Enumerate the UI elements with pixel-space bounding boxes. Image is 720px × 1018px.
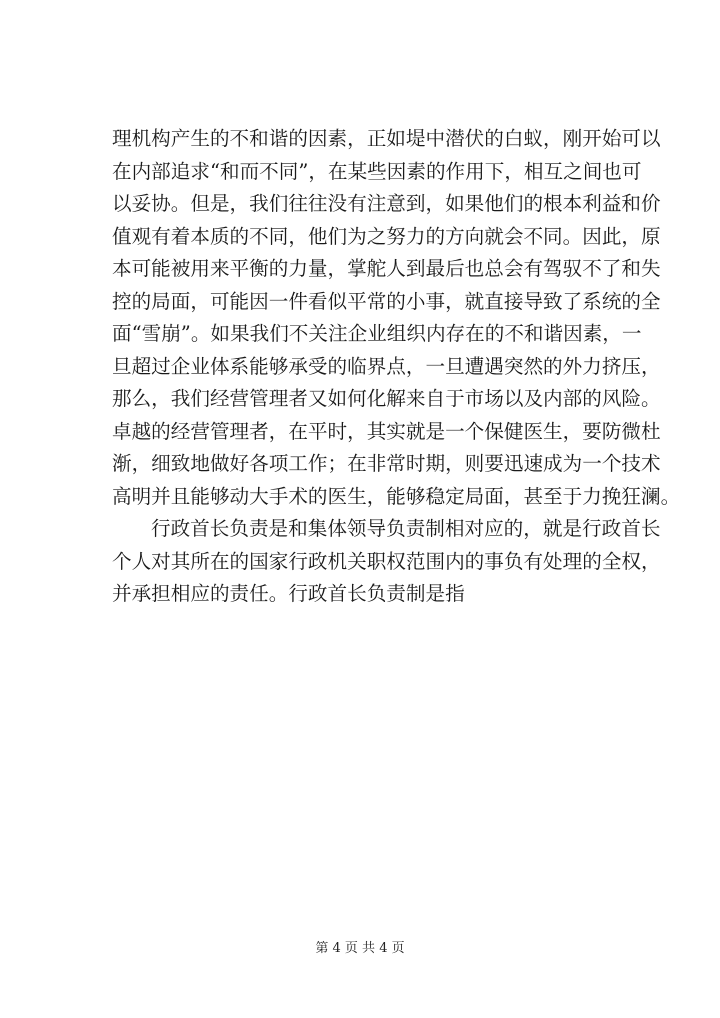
text-line: 值观有着本质的不同，他们为之努力的方向就会不同。因此，原 (112, 224, 661, 248)
paragraph-2 (112, 513, 661, 611)
body-text (112, 123, 681, 611)
text-line: 面“雪崩”。如果我们不关注企业组织内存在的不和谐因素，一 (112, 322, 642, 345)
text-line: 高明并且能够动大手术的医生，能够稳定局面，甚至于力挽狂澜。 (112, 484, 681, 508)
text-line: 行政首长负责是和集体领导负责制相对应的，就是行政首长 (151, 517, 661, 540)
text-line: 理机构产生的不和谐的因素，正如堤中潜伏的白蚁，刚开始可以 (112, 127, 661, 150)
paragraph-1 (112, 123, 681, 513)
text-line: 本可能被用来平衡的力量，掌舵人到最后也总会有驾驭不了和失 (112, 257, 661, 280)
text-line: 个人对其所在的国家行政机关职权范围内的事负有处理的全权， (112, 549, 661, 573)
page-footer: 第 4 页 共 4 页 (315, 941, 405, 956)
text-line: 卓越的经营管理者，在平时，其实就是一个保健医生，要防微杜 (112, 419, 661, 443)
text-line: 渐，细致地做好各项工作；在非常时期，则要迅速成为一个技术 (112, 452, 661, 475)
text-line: 旦超过企业体系能够承受的临界点，一旦遭遇突然的外力挤压， (112, 354, 661, 378)
text-line: 控的局面，可能因一件看似平常的小事，就直接导致了系统的全 (112, 289, 661, 313)
text-line: 那么，我们经营管理者又如何化解来自于市场以及内部的风险。 (112, 387, 661, 410)
text-line: 以妥协。但是，我们往往没有注意到，如果他们的根本利益和价 (112, 192, 661, 215)
text-line: 并承担相应的责任。行政首长负责制是指 (112, 582, 465, 605)
text-line: 在内部追求“和而不同”，在某些因素的作用下，相互之间也可 (112, 159, 642, 183)
